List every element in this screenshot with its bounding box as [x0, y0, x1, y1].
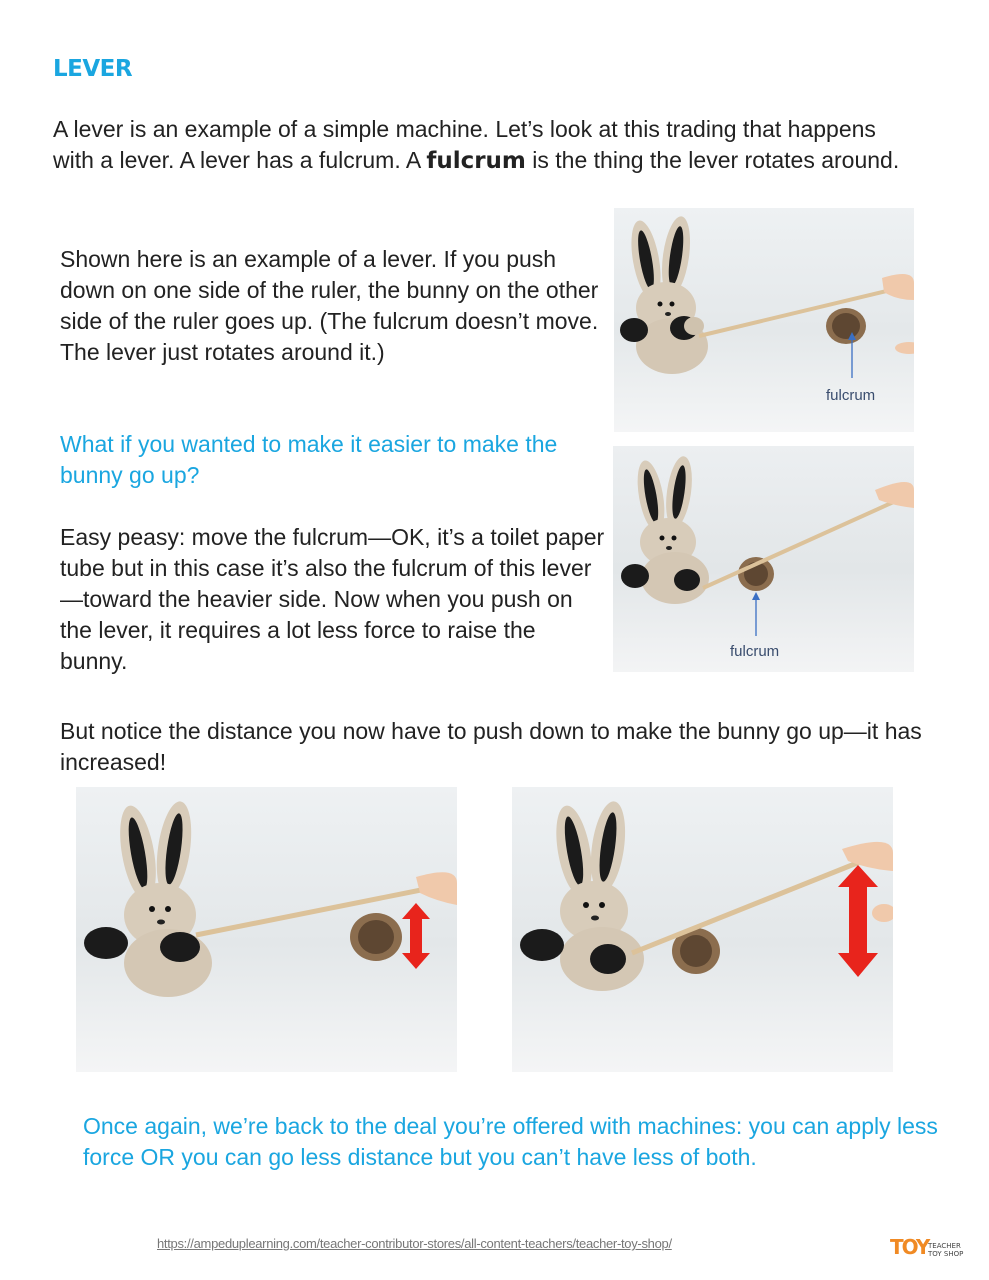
- fulcrum-caption-2: fulcrum: [730, 643, 780, 660]
- intro-text-after: is the thing the lever rotates around.: [525, 147, 900, 173]
- closing-paragraph: Once again, we’re back to the deal you’re offered with machines: you can apply less force OR you can go less distance but you can’t have less of both.: [83, 1113, 938, 1170]
- question-text: What if you wanted to make it easier to make the bunny go up?: [60, 431, 558, 488]
- lever-photo-1: [614, 208, 914, 432]
- teacher-toy-shop-logo: [890, 1235, 970, 1261]
- lever-photo-small-distance: [76, 787, 457, 1072]
- intro-paragraph: [53, 114, 923, 177]
- fulcrum-term: fulcrum: [426, 148, 526, 174]
- logo-line-1: TEACHER: [928, 1242, 961, 1250]
- logo-mark: TOY: [890, 1235, 929, 1259]
- move-fulcrum-paragraph: Easy peasy: move the fulcrum—OK, it’s a toilet paper tube but in this case it’s also the fulcrum of this lever—toward the heavier side. Now when you push on the lever, it requires a lot less force to raise the bunny.: [60, 524, 605, 674]
- intro-text-before: A lever is an example of a simple machine. Let’s look at this trading that happens with a lever. A lever has a fulcrum. A: [53, 116, 876, 173]
- logo-line-2: TOY SHOP: [928, 1250, 964, 1258]
- source-link[interactable]: https://ampeduplearning.com/teacher-contributor-stores/all-content-teachers/teacher-toy-shop/: [157, 1236, 672, 1251]
- fulcrum-caption-1: fulcrum: [826, 387, 876, 404]
- page-title: LEVER: [53, 56, 133, 82]
- distance-paragraph: But notice the distance you now have to push down to make the bunny go up—it has increased!: [60, 718, 922, 775]
- lever-photo-large-distance: [512, 787, 893, 1072]
- logo-label: [928, 1242, 963, 1258]
- lever-photo-2: [613, 446, 914, 672]
- lever-example-paragraph: Shown here is an example of a lever. If you push down on one side of the ruler, the bunny on the other side of the ruler goes up. (The fulcrum doesn’t move. The lever just rotates around it.): [60, 246, 599, 365]
